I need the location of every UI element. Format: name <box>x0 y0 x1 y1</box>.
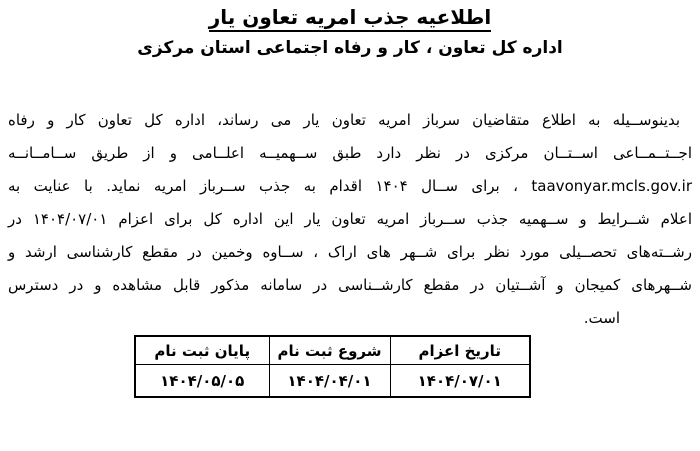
header-dispatch-date: تاریخ اعزام <box>390 336 530 365</box>
paragraph-line: است. <box>583 309 620 327</box>
paragraph-line: شــهرهای کمیجان و آشــتیان در مقطع کارشــناسی در سامانه مذکور قابل مشاهده و در دسترس <box>8 276 692 294</box>
registration-dates-table <box>134 335 531 398</box>
page-title-text: اطلاعیه جذب امریه تعاون یار <box>209 5 491 32</box>
page-subtitle: اداره کل تعاون ، کار و رفاه اجتماعی استان مرکزی <box>137 38 563 58</box>
announcement-paragraph <box>8 104 692 335</box>
paragraph-line: رشــته‌های تحصــیلی مورد نظر برای شــهر های اراک ، ســاوه وخمین در مقطع کارشناسی ارشد و <box>8 243 692 261</box>
paragraph-line: بدینوســیله به اطلاع متقاضیان سرباز امریه تعاون یار می رساند، اداره کل تعاون کار و رفاه <box>8 111 680 129</box>
page-title <box>0 4 700 30</box>
cell-registration-start: ۱۴۰۴/۰۴/۰۱ <box>269 365 390 398</box>
paragraph-line: اجــتــمــاعی اســتــان مرکزی در نظر دارد طبق ســهمیــه اعلــامی و از طریق ســامــانــه <box>8 144 692 162</box>
paragraph-line-with-portal-url: taavonyar.mcls.gov.ir ، برای ســال ۱۴۰۴ اقدام به جذب ســرباز امریه نماید. با عنایت به <box>8 177 692 195</box>
table-row <box>135 365 530 398</box>
cell-registration-end: ۱۴۰۴/۰۵/۰۵ <box>135 365 269 398</box>
paragraph-line: اعلام شــرایط و ســهمیه جذب ســرباز امریه تعاون یار این اداره کل برای اعزام ۱۴۰۴/۰۷/۰۱ در <box>8 210 692 228</box>
cell-dispatch-date: ۱۴۰۴/۰۷/۰۱ <box>390 365 530 398</box>
header-registration-start: شروع ثبت نام <box>269 336 390 365</box>
header-registration-end: پایان ثبت نام <box>135 336 269 365</box>
table-header-row <box>135 336 530 365</box>
